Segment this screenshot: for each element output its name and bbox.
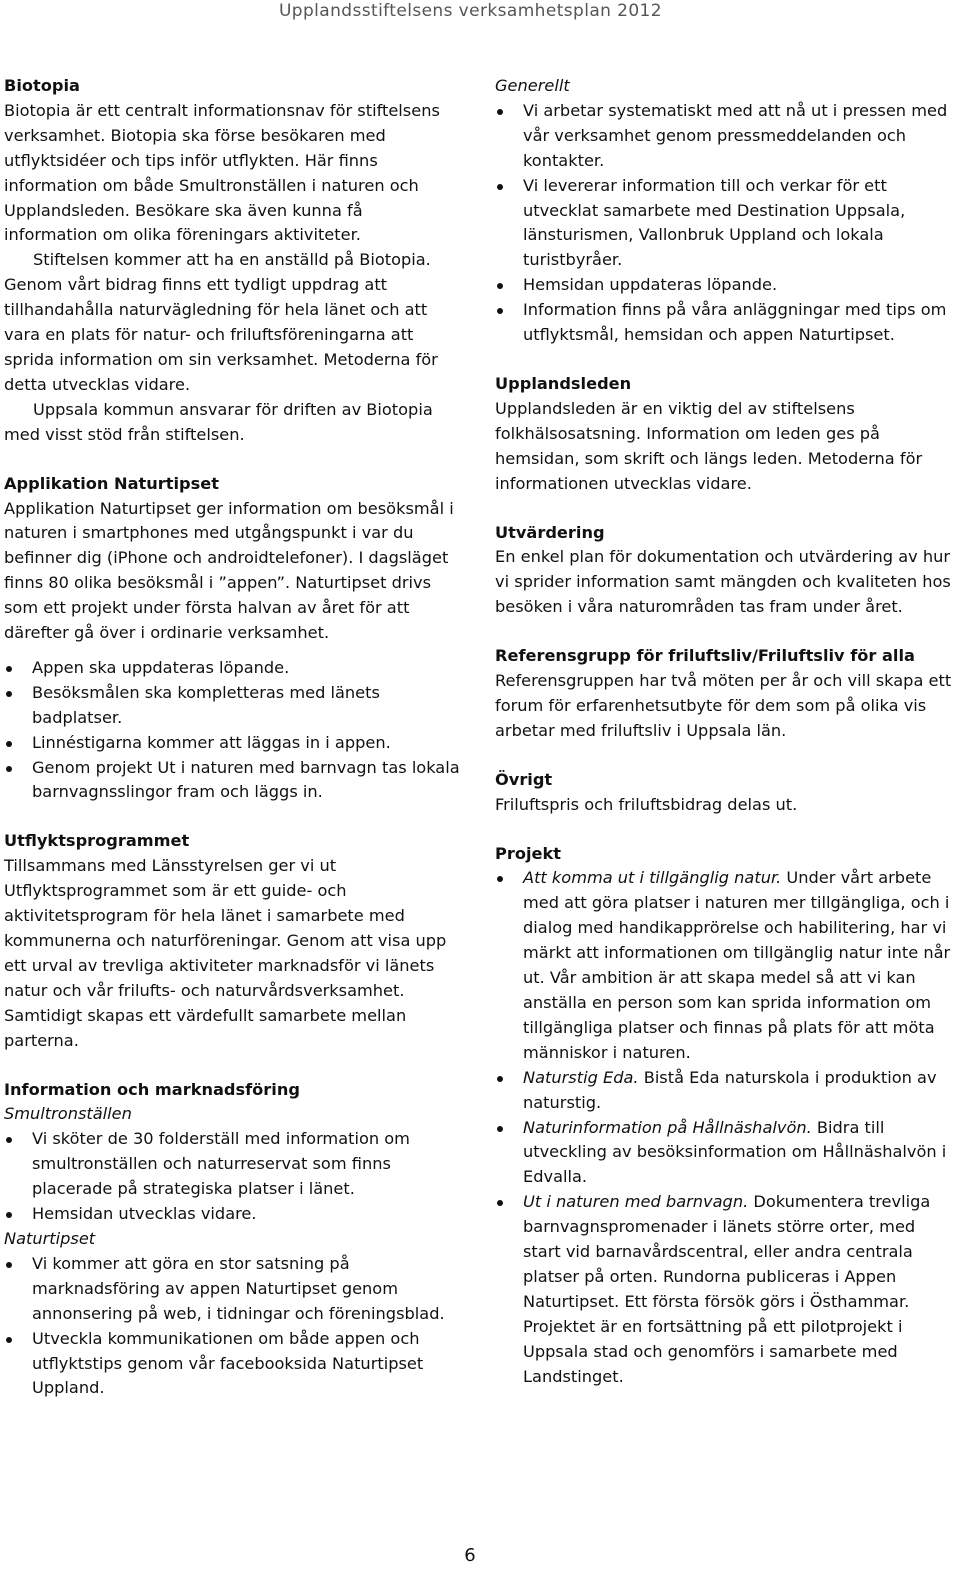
paragraph: Referensgruppen har två möten per år och vill skapa ett forum för erfarenhetsutbyte för dem som på olika vis arbetar med friluftsliv i Uppsala län. — [495, 671, 952, 740]
paragraph: Applikation Naturtipset ger information om besöksmål i naturen i smartphones med utgångspunkt i var du befinner dig (iPhone och androidtelefoner). I dagsläget finns 80 olika besöksmål i ”appen”. Naturtipset drivs som ett projekt under första halvan av året för att därefter gå över i ordinarie verksamhet. — [4, 498, 454, 643]
section-projekt — [495, 842, 957, 1390]
list-item: Appen ska uppdateras löpande. — [4, 656, 460, 681]
list-item: Utveckla kommunikationen om både appen och utflyktstips genom vår facebooksida Naturtipset Uppland. — [4, 1327, 460, 1402]
bullet-list — [495, 99, 957, 348]
paragraph: Stiftelsen kommer att ha en anställd på Biotopia. Genom vårt bidrag finns ett tydligt uppdrag att tillhandahålla naturvägledning för hela länet och att vara en plats för natur- och friluftsföreningarna att sprida information om sin verksamhet. Metoderna för detta utvecklas vidare. — [4, 250, 438, 394]
section-upplandsleden — [495, 372, 957, 497]
project-title: Ut i naturen med barnvagn. — [523, 1192, 749, 1212]
project-text: Dokumentera trevliga barnvagnspromenader i länets större orter, med start vid barnavårdscentral, eller andra centrala platser på orten. Rundorna publiceras i Appen Naturtipset. Ett första försök görs i Östhammar. Projektet är en fortsättning på ett pilotprojekt i Uppsala stad och genomförs i samarbete med Landstinget. — [523, 1192, 931, 1386]
paragraph: Uppsala kommun ansvarar för driften av Biotopia med visst stöd från stiftelsen. — [4, 399, 433, 444]
bullet-list — [4, 1252, 460, 1401]
section-ovrigt — [495, 768, 957, 818]
section-information — [4, 1078, 460, 1402]
section-heading-ovrigt: Övrigt — [495, 769, 553, 789]
list-item: Hemsidan uppdateras löpande. — [495, 273, 957, 298]
page-number: 6 — [464, 1545, 476, 1566]
section-generellt — [495, 74, 957, 348]
list-item: Vi levererar information till och verkar för ett utvecklat samarbete med Destination Uppsala, länsturismen, Vallonbruk Uppland och lokala turistbyråer. — [495, 174, 957, 274]
bullet-list — [4, 656, 460, 805]
subheading-naturtipset: Naturtipset — [4, 1228, 96, 1248]
project-title: Naturinformation på Hållnäshalvön. — [523, 1117, 812, 1137]
section-heading-upplandsleden: Upplandsleden — [495, 373, 632, 393]
subheading-generellt: Generellt — [495, 76, 570, 95]
paragraph: Upplandsleden är en viktig del av stiftelsens folkhälsosatsning. Information om leden ges på hemsidan, som skrift och längs leden. Metoderna för informationen utvecklas vidare. — [495, 398, 923, 493]
paragraph: En enkel plan för dokumentation och utvärdering av hur vi sprider information samt mängden och kvaliteten hos besöken i våra naturområden tas fram under året. — [495, 547, 951, 617]
list-item — [495, 866, 957, 1065]
project-text: Bistå Eda naturskola i produktion av naturstig. — [523, 1067, 937, 1112]
list-item: Vi sköter de 30 folderställ med information om smultronställen och naturreservat som finns placerade på strategiska platser i länet. — [4, 1127, 460, 1202]
bullet-list — [4, 1127, 460, 1227]
running-header-title: Upplandsstiftelsens verksamhetsplan 2012 — [278, 1, 662, 21]
left-column — [4, 74, 460, 1401]
project-text: Under vårt arbete med att göra platser i naturen mer tillgängliga, och i dialog med handikapprörelse och habilitering, har vi märkt att informationen om tillgänglig natur inte når ut. Vår ambition är att skapa medel så att vi kan anställa en person som kan sprida information om tillgängliga platser och finnas på plats för att möta människor i naturen. — [523, 868, 951, 1062]
project-title: Att komma ut i tillgänglig natur. — [523, 868, 782, 888]
paragraph: Biotopia är ett centralt informationsnav för stiftelsens verksamhet. Biotopia ska förse besökaren med utflyktsidéer och tips inför utflykten. Här finns information om både Smultronställen i naturen och Upplandsleden. Besökare ska även kunna få information om olika föreningars aktiviteter. — [4, 100, 440, 245]
list-item: Vi kommer att göra en stor satsning på marknadsföring av appen Naturtipset genom annonsering på web, i tidningar och föreningsblad. — [4, 1252, 460, 1327]
section-utvardering — [495, 521, 957, 621]
section-heading-referensgrupp: Referensgrupp för friluftsliv/Friluftsliv för alla — [495, 646, 915, 666]
paragraph: Tillsammans med Länsstyrelsen ger vi ut Utflyktsprogrammet som är ett guide- och aktivitetsprogram för hela länet i samarbete med kommunerna och naturföreningar. Genom att visa upp ett urval av trevliga aktiviteter marknadsför vi länets natur och vår frilufts- och naturvårdsverksamhet. Samtidigt skapas ett värdefullt samarbete mellan parterna. — [4, 856, 447, 1050]
list-item: Genom projekt Ut i naturen med barnvagn tas lokala barnvagnsslingor fram och läggs in. — [4, 756, 460, 806]
section-heading-projekt: Projekt — [495, 843, 561, 863]
list-item — [495, 1190, 957, 1389]
paragraph: Friluftspris och friluftsbidrag delas ut. — [495, 794, 798, 814]
list-item: Information finns på våra anläggningar med tips om utflyktsmål, hemsidan och appen Naturtipset. — [495, 298, 957, 348]
section-heading-utflyktsprogrammet: Utflyktsprogrammet — [4, 831, 190, 851]
list-item: Vi arbetar systematiskt med att nå ut i pressen med vår verksamhet genom pressmeddelanden och kontakter. — [495, 99, 957, 174]
section-heading-utvardering: Utvärdering — [495, 522, 605, 542]
section-heading-naturtipset: Applikation Naturtipset — [4, 473, 219, 493]
bullet-list — [495, 866, 957, 1389]
project-text: Bidra till utveckling av besöksinformation om Hållnäshalvön i Edvalla. — [523, 1117, 947, 1187]
project-title: Naturstig Eda. — [523, 1067, 639, 1087]
list-item: Hemsidan utvecklas vidare. — [4, 1202, 460, 1227]
section-heading-information: Information och marknadsföring — [4, 1079, 300, 1099]
list-item — [495, 1116, 957, 1191]
list-item — [495, 1066, 957, 1116]
section-utflyktsprogrammet — [4, 829, 460, 1053]
section-naturtipset — [4, 472, 460, 806]
subheading-smultronstallen: Smultronställen — [4, 1104, 132, 1124]
right-column — [495, 74, 957, 1390]
section-heading-biotopia: Biotopia — [4, 76, 80, 95]
section-biotopia — [4, 74, 460, 448]
list-item: Linnéstigarna kommer att läggas in i appen. — [4, 731, 460, 756]
section-referensgrupp — [495, 644, 957, 744]
list-item: Besöksmålen ska kompletteras med länets badplatser. — [4, 681, 460, 731]
